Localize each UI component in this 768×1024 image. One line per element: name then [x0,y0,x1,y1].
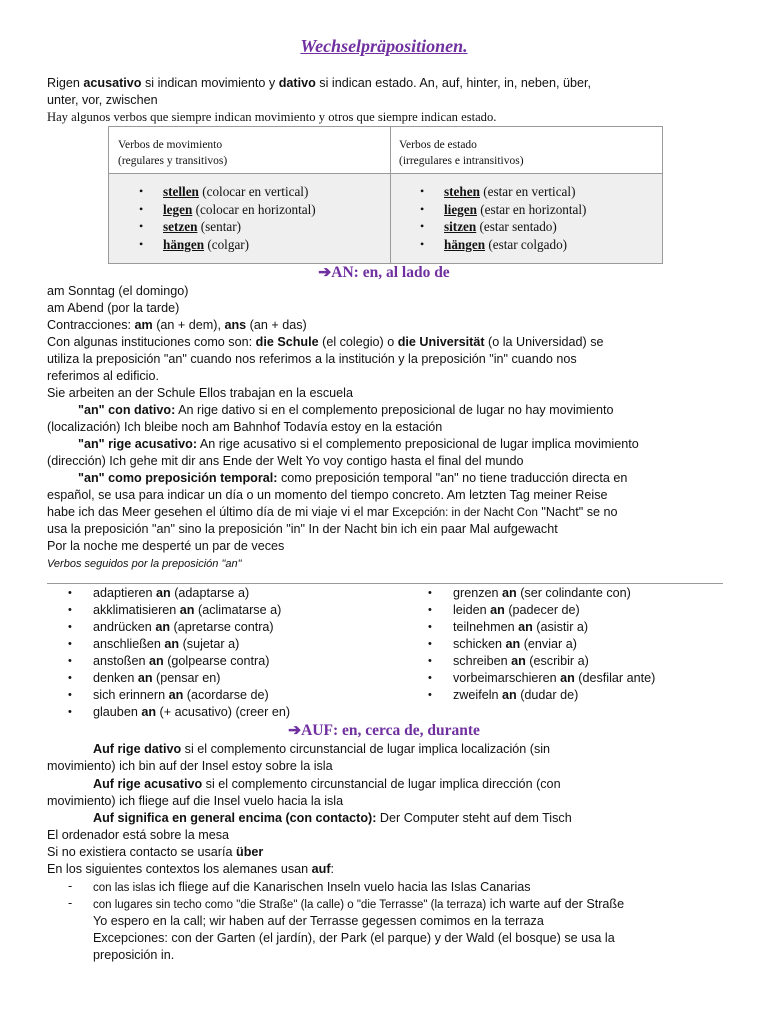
list-item: • stellen (colocar en vertical) [139,183,316,201]
table-header-state: Verbos de estado (irregulares e intransitivos) [399,139,524,167]
text-line: am Abend (por la tarde) [47,301,180,315]
text-line: El ordenador está sobre la mesa [47,828,230,842]
text-line: "an" como preposición temporal: como preposición temporal "an" no tiene traducción directa en [78,471,628,485]
text-line: Excepciones: con der Garten (el jardín), der Park (el parque) y der Wald (el bosque) se usa la [93,931,615,945]
page-title: Wechselpräpositionen. [300,36,468,56]
text-line: movimiento) ich bin auf der Insel estoy sobre la isla [47,759,333,773]
text-line: con las islas ich fliege auf die Kanarischen Inseln vuelo hacia las Islas Canarias [93,880,531,894]
list-item: • schreiben an (escribir a) [428,653,655,670]
text-line: con lugares sin techo como "die Straße" (la calle) o "die Terrasse" (la terraza) ich warte auf der Straße [93,897,625,911]
section-heading-an: ➔AN: en, al lado de [318,264,450,281]
text-line: am Sonntag (el domingo) [47,284,189,298]
list-item: • andrücken an (apretarse contra) [68,619,290,636]
list-item: • sitzen (estar sentado) [420,218,586,236]
list-item: • hängen (colgar) [139,236,316,254]
list-item: • grenzen an (ser colindante con) [428,585,655,602]
list-item: • legen (colocar en horizontal) [139,201,316,219]
list-item: • hängen (estar colgado) [420,236,586,254]
text-line: En los siguientes contextos los alemanes usan auf: [47,862,335,876]
verbs-table [108,126,663,264]
dash-bullet: - [68,879,73,893]
text-line: Auf rige dativo si el complemento circunstancial de lugar implica localización (sin [93,742,551,756]
text-line: Por la noche me desperté un par de veces [47,539,285,553]
list-item: • leiden an (padecer de) [428,602,655,619]
list-item: • liegen (estar en horizontal) [420,201,586,219]
table-header-movement: Verbos de movimiento (regulares y transitivos) [118,139,228,167]
movement-verbs-list [139,183,316,253]
list-item: • anstoßen an (golpearse contra) [68,653,290,670]
text-line: (dirección) Ich gehe mit dir ans Ende der Welt Yo voy contigo hasta el final del mundo [47,454,524,468]
text-line: referimos al edificio. [47,369,159,383]
text-line: habe ich das Meer gesehen el último día de mi viaje vi el mar Excepción: in der Nacht Con "Nacht" se no [47,505,618,519]
text-line: Auf rige acusativo si el complemento circunstancial de lugar implica dirección (con [93,777,561,791]
list-item: • denken an (pensar en) [68,670,290,687]
text-line: (localización) Ich bleibe noch am Bahnhof Todavía estoy en la estación [47,420,443,434]
text-line: Yo espero en la call; wir haben auf der Terrasse gegessen comimos en la terraza [93,914,544,928]
text-line: "an" con dativo: An rige dativo si en el complemento preposicional de lugar no hay movimiento [78,403,614,417]
intro-line-3: Hay algunos verbos que siempre indican movimiento y otros que siempre indican estado. [47,110,497,124]
text-line: Verbos seguidos por la preposición "an" [47,558,242,570]
list-item: • sich erinnern an (acordarse de) [68,687,290,704]
text-line: Contracciones: am (an + dem), ans (an + das) [47,318,307,332]
table-column-divider [390,127,391,263]
intro-line-2: unter, vor, zwischen [47,93,158,107]
an-verbs-list-left [68,585,290,721]
list-item: • anschließen an (sujetar a) [68,636,290,653]
list-item: • teilnehmen an (asistir a) [428,619,655,636]
list-item: • vorbeimarschieren an (desfilar ante) [428,670,655,687]
list-item: • adaptieren an (adaptarse a) [68,585,290,602]
list-item: • stehen (estar en vertical) [420,183,586,201]
text-line: español, se usa para indicar un día o un momento del tiempo concreto. Am letzten Tag meiner Reise [47,488,608,502]
text-line: Con algunas instituciones como son: die Schule (el colegio) o die Universität (o la Universidad) se [47,335,604,349]
state-verbs-list [420,183,586,253]
list-item: • setzen (sentar) [139,218,316,236]
intro-line-1: Rigen acusativo si indican movimiento y dativo si indican estado. An, auf, hinter, in, neben, über, [47,76,591,90]
an-verbs-list-right [428,585,655,704]
list-item: • zweifeln an (dudar de) [428,687,655,704]
text-line: utiliza la preposición "an" cuando nos referimos a la institución y la preposición "in" cuando nos [47,352,577,366]
list-item: • schicken an (enviar a) [428,636,655,653]
dash-bullet: - [68,896,73,910]
text-line: usa la preposición "an" sino la preposición "in" In der Nacht bin ich ein paar Mal aufgewacht [47,522,558,536]
text-line: Auf significa en general encima (con contacto): Der Computer steht auf dem Tisch [93,811,572,825]
divider-line [47,583,723,584]
text-line: preposición in. [93,948,175,962]
text-line: Si no existiera contacto se usaría über [47,845,264,859]
section-heading-auf: ➔AUF: en, cerca de, durante [288,722,480,739]
text-line: "an" rige acusativo: An rige acusativo si el complemento preposicional de lugar implica movimiento [78,437,639,451]
list-item: • glauben an (+ acusativo) (creer en) [68,704,290,721]
list-item: • akklimatisieren an (aclimatarse a) [68,602,290,619]
text-line: Sie arbeiten an der Schule Ellos trabajan en la escuela [47,386,353,400]
text-line: movimiento) ich fliege auf die Insel vuelo hacia la isla [47,794,344,808]
